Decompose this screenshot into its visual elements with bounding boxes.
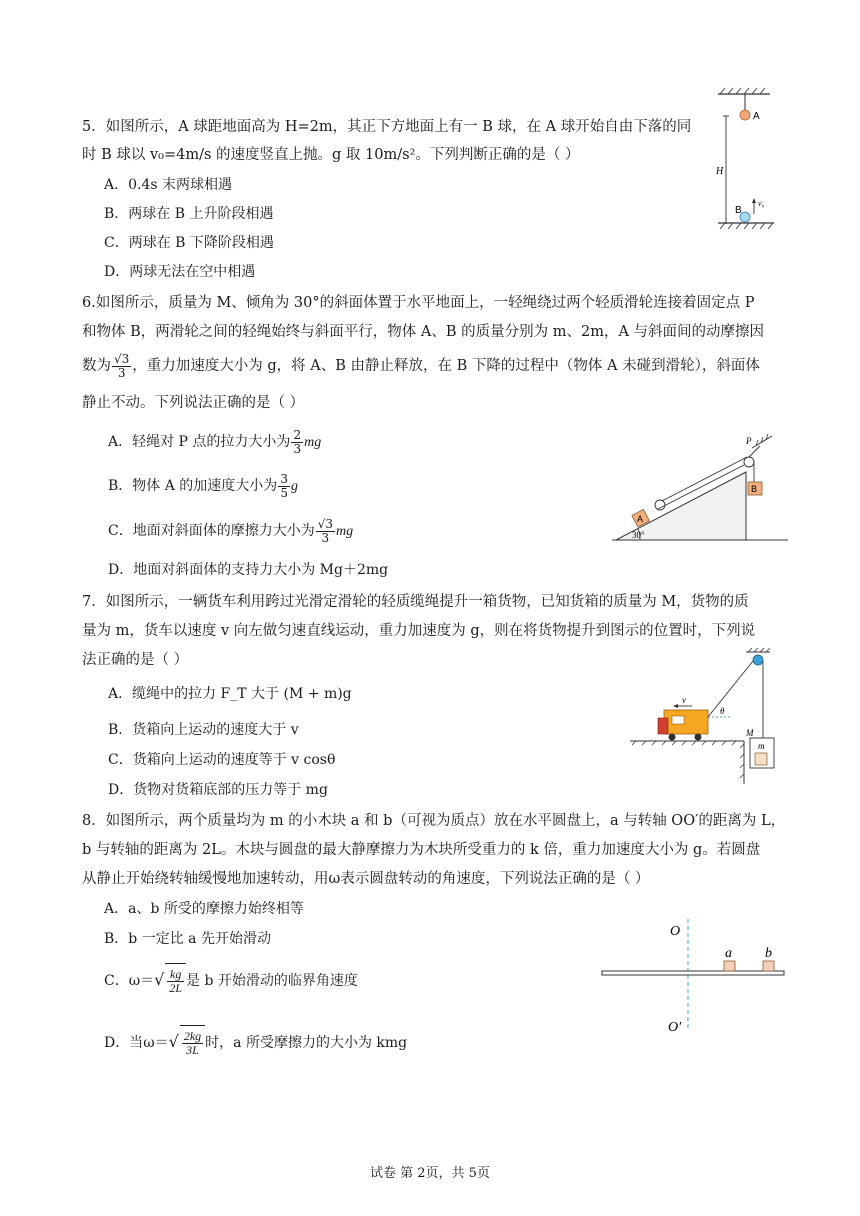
q6-option-c-text: C．地面对斜面体的摩擦力大小为	[108, 523, 315, 539]
q6-figure-label-a: A	[637, 514, 644, 524]
q6-option-c-fraction	[316, 518, 335, 545]
sqrt-icon: √	[154, 970, 165, 989]
page-footer: 试卷 第 2页，共 5页	[370, 1166, 490, 1181]
q8-option-c	[104, 963, 358, 998]
q7-stem-line2: 量为 m，货车以速度 v 向左做匀速直线运动，重力加速度为 g，则在将货物提升到图示的位置时，下列说	[82, 623, 756, 639]
q6-option-b	[108, 471, 298, 502]
q8-option-a: A．a、b 所受的摩擦力始终相等	[104, 901, 304, 917]
q7-figure-label-M: M	[746, 728, 754, 738]
q8-option-c-fraction	[167, 968, 184, 995]
q8-option-d-den: 3L	[186, 1042, 199, 1057]
q7-option-d: D．货物对货箱底部的压力等于 mg	[108, 782, 328, 798]
q6-option-d: D．地面对斜面体的支持力大小为 Mg＋2mg	[108, 562, 389, 578]
q7-option-b: B．货箱向上运动的速度大于 v	[108, 722, 299, 738]
q8-figure-label-o-prime: O′	[668, 1020, 682, 1035]
q6-option-c-num: √3	[317, 516, 333, 531]
q8-option-d-fraction	[182, 1030, 203, 1057]
q6-stem-line4: 静止不动。下列说法正确的是（ ）	[82, 395, 305, 411]
q5-figure-label-h: H	[716, 166, 724, 177]
q8-option-c-text: C．ω＝	[104, 973, 155, 989]
q8-figure-label-b: b	[765, 946, 772, 961]
q6-figure-angle: 30°	[632, 530, 645, 540]
q6-stem-line3-pre: 数为	[82, 358, 111, 374]
q5-figure	[708, 86, 788, 232]
q5-figure-label-b: B	[735, 205, 742, 216]
q6-mu-numerator: √3	[114, 351, 130, 366]
q6-figure-label-p: P	[746, 436, 752, 446]
q8-option-c-tail: 是 b 开始滑动的临界角速度	[186, 973, 358, 989]
q8-option-d	[104, 1025, 407, 1060]
q8-option-c-den: 2L	[169, 980, 183, 995]
q8-figure-label-o: O	[670, 924, 681, 939]
q8-stem-line1: 8．如图所示，两个质量均为 m 的小木块 a 和 b（可视为质点）放在水平圆盘上，a 与转轴 OO′的距离为 L，	[82, 813, 786, 829]
q6-option-a-fraction	[291, 429, 303, 456]
q8-option-b: B．b 一定比 a 先开始滑动	[104, 931, 271, 947]
q8-option-d-tail: 时，a 所受摩擦力的大小为 kmg	[205, 1035, 408, 1051]
q5-option-d: D．两球无法在空中相遇	[104, 264, 256, 280]
q5-stem-line1: 5．如图所示，A 球距地面高为 H=2m，其正下方地面上有一 B 球，在 A 球开始自由下落的同	[82, 119, 692, 135]
sqrt-icon: √	[168, 1032, 179, 1051]
q5-figure-label-v: v₀	[758, 199, 765, 208]
q5-figure-label-a: A	[753, 111, 760, 122]
q5-option-b: B．两球在 B 上升阶段相遇	[104, 206, 274, 222]
q6-option-b-den: 5	[280, 485, 288, 500]
q6-mu-fraction	[112, 353, 131, 380]
q7-figure-label-theta: θ	[720, 706, 725, 716]
q8-option-c-num: kg	[167, 968, 184, 982]
q6-option-a-unit: mg	[304, 435, 322, 450]
q6-stem-line1: 6.如图所示，质量为 M、倾角为 30°的斜面体置于水平地面上，一轻绳绕过两个轻质滑轮连接着固定点 P	[82, 295, 755, 311]
q6-option-c-den: 3	[321, 530, 330, 545]
q6-stem-line3	[82, 351, 760, 381]
q6-figure	[612, 432, 788, 544]
q6-option-a	[108, 427, 321, 458]
q6-option-c-unit: mg	[336, 524, 354, 539]
q8-option-d-text: D．当ω＝	[104, 1035, 169, 1051]
q6-option-b-unit: g	[290, 479, 298, 494]
q6-option-c	[108, 516, 353, 547]
q7-option-a: A．缆绳中的拉力 F_T 大于 (M + m)g	[108, 686, 352, 702]
q7-figure-label-v: v	[682, 695, 686, 705]
q8-figure-label-a: a	[725, 946, 732, 961]
q6-option-b-text: B．物体 A 的加速度大小为	[108, 478, 278, 494]
q8-option-d-num: 2kg	[183, 1028, 202, 1043]
q5-option-c: C．两球在 B 下降阶段相遇	[104, 235, 274, 251]
q6-stem-line3-post: ，重力加速度大小为 g，将 A、B 由静止释放，在 B 下降的过程中（物体 A 未碰到滑轮），斜面体	[132, 358, 760, 374]
q8-figure	[600, 915, 790, 1035]
q7-figure-label-m: m	[758, 741, 765, 751]
q6-figure-label-b: B	[751, 484, 758, 494]
q6-option-b-num: 3	[280, 471, 288, 486]
q6-option-b-fraction	[278, 473, 290, 500]
q5-stem-line2: 时 B 球以 v₀=4m/s 的速度竖直上抛。g 取 10m/s²。下列判断正确的是（ ）	[82, 147, 580, 163]
q7-stem-line1: 7．如图所示，一辆货车利用跨过光滑定滑轮的轻质缆绳提升一箱货物，已知货箱的质量为 M，货物的质	[82, 594, 749, 610]
q8-stem-line3: 从静止开始绕转轴缓慢地加速转动，用ω表示圆盘转动的角速度，下列说法正确的是（ ）	[82, 871, 650, 887]
q6-option-a-den: 3	[293, 441, 302, 456]
q7-stem-line3: 法正确的是（ ）	[82, 652, 189, 668]
q5-option-a: A．0.4s 末两球相遇	[104, 177, 233, 193]
q6-mu-denominator: 3	[117, 365, 126, 380]
q8-stem-line2: b 与转轴的距离为 2L。木块与圆盘的最大静摩擦力为木块所受重力的 k 倍，重力加速度大小为 g。若圆盘	[82, 842, 761, 858]
q6-option-a-num: 2	[293, 427, 302, 442]
q6-option-a-text: A．轻绳对 P 点的拉力大小为	[108, 434, 291, 450]
q7-figure	[628, 648, 808, 786]
q7-option-c: C．货箱向上运动的速度等于 v cosθ	[108, 752, 336, 768]
q6-stem-line2: 和物体 B，两滑轮之间的轻绳始终与斜面平行，物体 A、B 的质量分别为 m、2m，A 与斜面间的动摩擦因	[82, 324, 765, 340]
